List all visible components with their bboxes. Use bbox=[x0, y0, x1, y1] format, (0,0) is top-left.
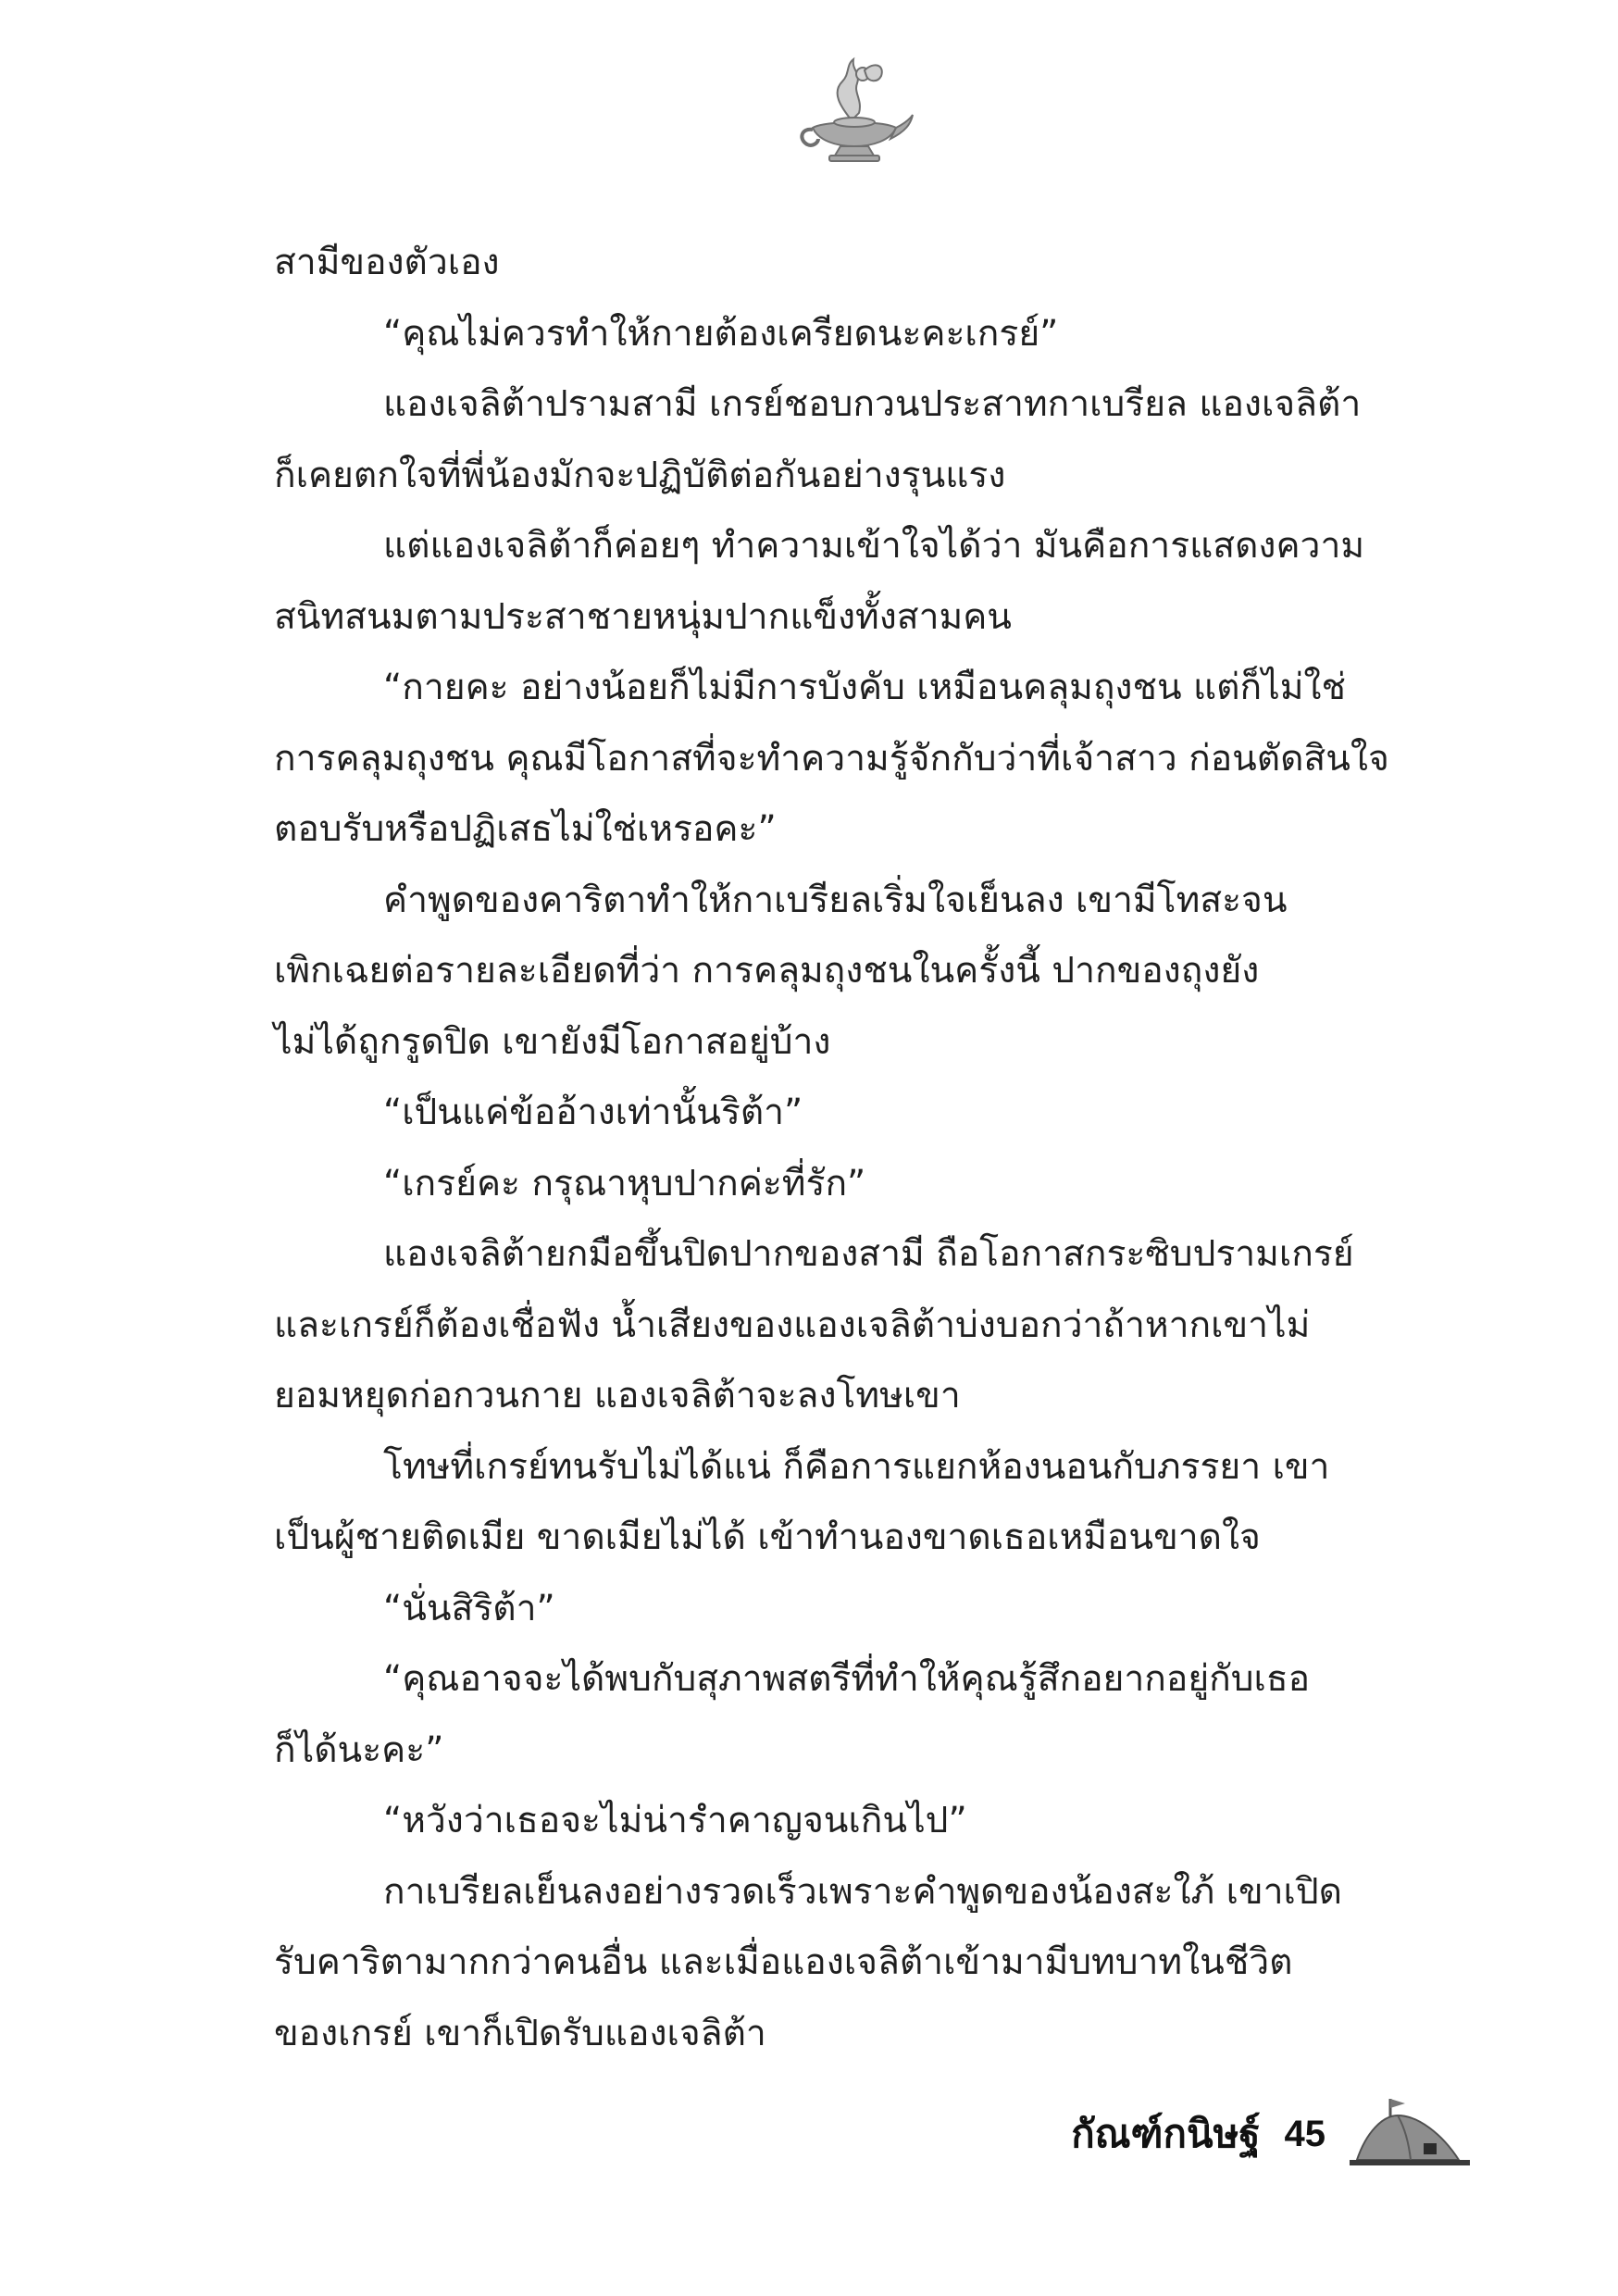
text-line: สามีของตัวเอง bbox=[274, 242, 500, 283]
text-line: เพิกเฉยต่อรายละเอียดที่ว่า การคลุมถุงชนในครั้งนี้ ปากของถุงยัง bbox=[274, 950, 1260, 992]
text-line: แองเจลิต้าปรามสามี เกรย์ชอบกวนประสาทกาเบรียล แองเจลิต้า bbox=[383, 383, 1362, 425]
text-line: และเกรย์ก็ต้องเชื่อฟัง น้ำเสียงของแองเจลิต้าบ่งบอกว่าถ้าหากเขาไม่ bbox=[274, 1304, 1311, 1346]
text-line: ตอบรับหรือปฏิเสธไม่ใช่เหรอคะ” bbox=[274, 808, 777, 850]
text-line: แต่แองเจลิต้าก็ค่อยๆ ทำความเข้าใจได้ว่า มันคือการแสดงความ bbox=[383, 525, 1365, 567]
text-line: สนิทสนมตามประสาชายหนุ่มปากแข็งทั้งสามคน bbox=[274, 595, 1012, 638]
chapter-body bbox=[274, 228, 1461, 2069]
text-line: “คุณอาจจะได้พบกับสุภาพสตรีที่ทำให้คุณรู้สึกอยากอยู่กับเธอ bbox=[383, 1658, 1311, 1700]
text-line: การคลุมถุงชน คุณมีโอกาสที่จะทำความรู้จักกับว่าที่เจ้าสาว ก่อนตัดสินใจ bbox=[274, 737, 1389, 780]
text-line: โทษที่เกรย์ทนรับไม่ได้แน่ ก็คือการแยกห้องนอนกับภรรยา เขา bbox=[383, 1445, 1330, 1488]
text-line: กาเบรียลเย็นลงอย่างรวดเร็วเพราะคำพูดของน้องสะใภ้ เขาเปิด bbox=[383, 1870, 1342, 1913]
text-line: ไม่ได้ถูกรูดปิด เขายังมีโอกาสอยู่บ้าง bbox=[274, 1020, 831, 1063]
tent-icon bbox=[1350, 2095, 1470, 2173]
text-line: “กายคะ อย่างน้อยก็ไม่มีการบังคับ เหมือนคลุมถุงชน แต่ก็ไม่ใช่ bbox=[383, 667, 1346, 708]
book-title: กัณฑ์กนิษฐ์ bbox=[1071, 2111, 1261, 2156]
text-line: แองเจลิต้ายกมือขึ้นปิดปากของสามี ถือโอกาสกระซิบปรามเกรย์ bbox=[383, 1233, 1354, 1275]
text-line: คำพูดของคาริตาทำให้กาเบรียลเริ่มใจเย็นลง เขามีโทสะจน bbox=[383, 879, 1288, 921]
text-line: “หวังว่าเธอจะไม่น่ารำคาญจนเกินไป” bbox=[383, 1800, 967, 1841]
text-line: ก็เคยตกใจที่พี่น้องมักจะปฏิบัติต่อกันอย่างรุนแรง bbox=[274, 454, 1006, 496]
text-line: “เป็นแค่ข้ออ้างเท่านั้นริต้า” bbox=[383, 1092, 803, 1133]
text-line: “คุณไม่ควรทำให้กายต้องเครียดนะคะเกรย์” bbox=[383, 312, 1059, 355]
text-line: รับคาริตามากกว่าคนอื่น และเมื่อแองเจลิต้าเข้ามามีบทบาทในชีวิต bbox=[274, 1941, 1293, 1983]
text-line: “นั่นสิริต้า” bbox=[383, 1587, 555, 1629]
text-line: เป็นผู้ชายติดเมีย ขาดเมียไม่ได้ เข้าทำนองขาดเธอเหมือนขาดใจ bbox=[274, 1516, 1261, 1558]
text-line: “เกรย์คะ กรุณาหุบปากค่ะที่รัก” bbox=[383, 1162, 866, 1204]
page-number: 45 bbox=[1284, 2113, 1326, 2154]
genie-lamp-icon bbox=[794, 56, 915, 167]
text-line: ก็ได้นะคะ” bbox=[274, 1728, 444, 1771]
page-footer bbox=[1071, 2083, 1470, 2185]
text-line: ของเกรย์ เขาก็เปิดรับแองเจลิต้า bbox=[274, 2012, 766, 2054]
text-line: ยอมหยุดก่อกวนกาย แองเจลิต้าจะลงโทษเขา bbox=[274, 1375, 961, 1416]
